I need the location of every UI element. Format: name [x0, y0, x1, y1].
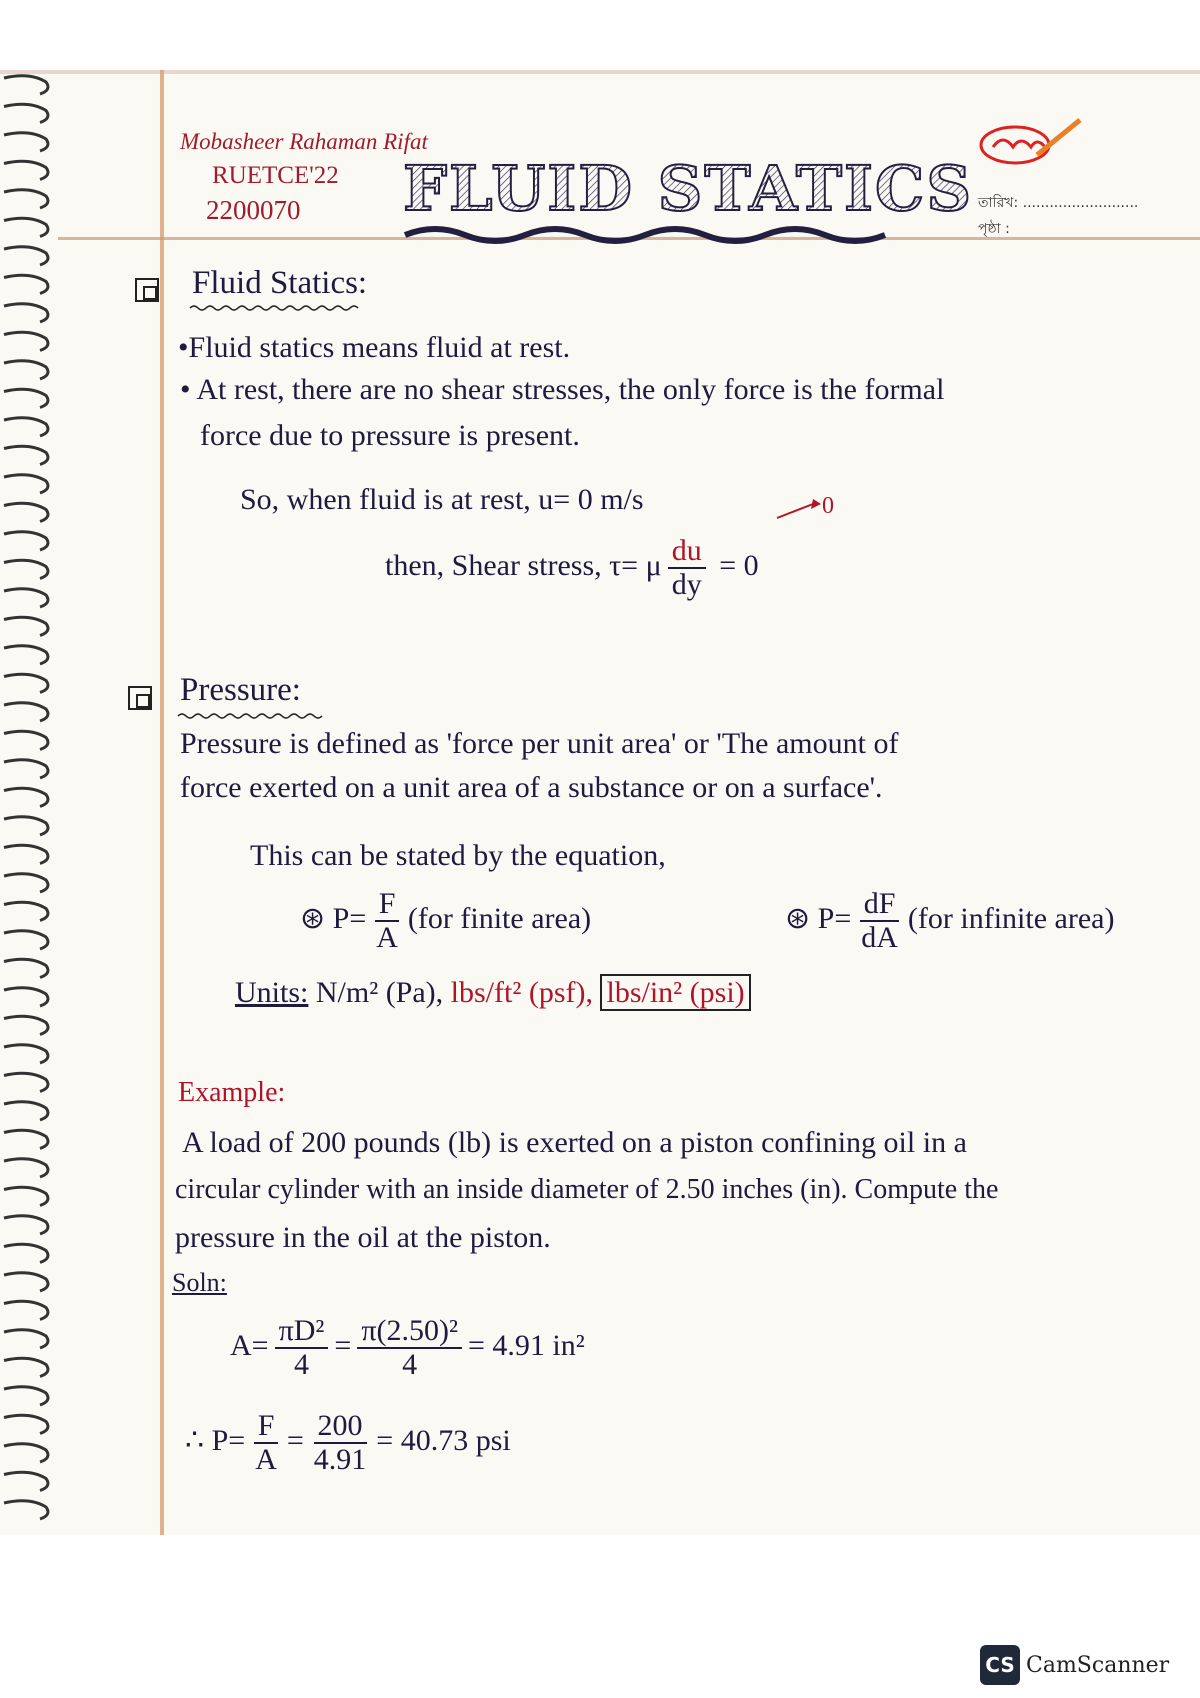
date-page-block — [978, 190, 1138, 242]
spiral-coil — [4, 1273, 48, 1291]
spiral-coil — [4, 788, 48, 806]
spiral-coil — [4, 161, 48, 179]
author-block — [180, 125, 428, 227]
bullet-at-rest-line1: • At rest, there are no shear stresses, the only force is the formal — [180, 373, 945, 406]
spiral-coil — [4, 133, 48, 151]
title-text: FLUID STATICS — [403, 152, 974, 225]
area-formula-denominator: 4 — [294, 1348, 309, 1381]
title-underline-wave — [405, 229, 885, 241]
area-prefix: A= — [230, 1328, 269, 1362]
spiral-coil — [4, 1159, 48, 1177]
pressure-prefix: ∴ P= — [185, 1423, 246, 1457]
spiral-coil — [4, 902, 48, 920]
pressure-result: = 40.73 psi — [376, 1423, 511, 1457]
eq1-prefix: ⊛ P= — [300, 901, 367, 935]
date-dots: .......................... — [1022, 195, 1139, 211]
spiral-coil — [4, 76, 48, 94]
spiral-coil — [4, 1472, 48, 1490]
eq1-denominator: A — [376, 921, 398, 954]
spiral-coil — [4, 247, 48, 265]
spiral-coil — [4, 931, 48, 949]
spiral-coil — [4, 1358, 48, 1376]
eq2-prefix: ⊛ P= — [785, 901, 852, 935]
spiral-coil — [4, 532, 48, 550]
f-over-a-calc-fraction — [251, 1410, 281, 1476]
du-dy-fraction — [668, 535, 706, 601]
heading-wavy-underline — [190, 304, 358, 312]
spiral-coil — [4, 389, 48, 407]
spiral-coil — [4, 361, 48, 379]
area-substituted-denominator: 4 — [402, 1348, 418, 1381]
area-calculation — [230, 1315, 585, 1381]
spiral-coil — [4, 1301, 48, 1319]
pressure-formula-denominator: A — [255, 1443, 277, 1476]
shear-stress-equation — [385, 535, 759, 601]
pressure-substituted-denominator: 4.91 — [313, 1443, 367, 1476]
spiral-coil — [4, 703, 48, 721]
spiral-coil — [4, 1330, 48, 1348]
pressure-formula-numerator: F — [254, 1410, 279, 1444]
pressure-calculation — [185, 1410, 511, 1476]
spiral-coil — [4, 475, 48, 493]
example-line3: pressure in the oil at the piston. — [175, 1221, 551, 1254]
spiral-coil — [4, 446, 48, 464]
unit-psf: lbs/ft² (psf), — [450, 976, 593, 1009]
eq2-note: (for infinite area) — [907, 901, 1115, 935]
so-fluid-at-rest: So, when fluid is at rest, u= 0 m/s — [240, 483, 644, 516]
area-formula-numerator: πD² — [275, 1315, 329, 1349]
spiral-coil — [4, 275, 48, 293]
camscanner-brand: CamScanner — [1026, 1652, 1170, 1678]
spiral-coil — [4, 560, 48, 578]
du-zero-label: 0 — [822, 493, 834, 519]
spiral-coil — [4, 1387, 48, 1405]
brand-logo — [975, 115, 1085, 175]
spiral-coil — [4, 332, 48, 350]
spiral-coil — [4, 1130, 48, 1148]
shear-stress-result: = 0 — [719, 548, 759, 582]
spiral-coil — [4, 589, 48, 607]
section-heading-fluid-statics: Fluid Statics: — [192, 265, 368, 301]
page-title — [395, 135, 974, 260]
example-line2: circular cylinder with an inside diameter of 2.50 inches (in). Compute the — [175, 1174, 999, 1205]
author-name: Mobasheer Rahaman Rifat — [180, 129, 428, 154]
spiral-coil — [4, 845, 48, 863]
area-substituted-numerator: π(2.50)² — [357, 1315, 462, 1349]
spiral-coil — [4, 817, 48, 835]
example-heading: Example: — [178, 1077, 286, 1108]
page-top-edge — [0, 70, 1200, 74]
date-label: তারিখ: — [978, 195, 1019, 211]
section-heading-pressure: Pressure: — [180, 672, 301, 708]
spiral-coil — [4, 503, 48, 521]
spiral-coil — [4, 731, 48, 749]
f-over-a-fraction — [372, 888, 402, 954]
equation-finite-area — [300, 888, 591, 954]
units-label: Units: — [235, 976, 309, 1009]
eq1-numerator: F — [375, 888, 400, 922]
pressure-definition-line1: Pressure is defined as 'force per unit area' or 'The amount of — [180, 727, 899, 760]
camscanner-logo: CS — [980, 1645, 1020, 1685]
spiral-coil — [4, 1073, 48, 1091]
spiral-coil — [4, 646, 48, 664]
example-line1: A load of 200 pounds (lb) is exerted on a piston confining oil in a — [182, 1126, 967, 1159]
spiral-coil — [4, 1102, 48, 1120]
margin-line — [160, 70, 164, 1535]
author-dept: RUETCE'22 — [212, 162, 339, 189]
eq2-denominator: dA — [861, 921, 898, 954]
equation-infinite-area — [785, 888, 1114, 954]
author-roll: 2200070 — [206, 195, 301, 225]
heading-wavy-underline — [178, 712, 318, 720]
spiral-coil — [4, 1216, 48, 1234]
pressure-definition-line2: force exerted on a unit area of a substance or on a surface'. — [180, 771, 883, 804]
area-equals: = — [334, 1328, 352, 1362]
unit-si: N/m² (Pa), — [315, 976, 444, 1009]
area-formula-fraction — [275, 1315, 329, 1381]
section-box-icon — [135, 278, 159, 302]
spiral-coil — [4, 1415, 48, 1433]
spiral-coil — [4, 988, 48, 1006]
dy-denominator: dy — [671, 568, 702, 601]
spiral-binding — [0, 74, 58, 1514]
page-label: পৃষ্ঠা : — [978, 221, 1010, 237]
spiral-coil — [4, 959, 48, 977]
spiral-coil — [4, 874, 48, 892]
spiral-coil — [4, 760, 48, 778]
spiral-coil — [4, 1444, 48, 1462]
df-over-da-fraction — [857, 888, 902, 954]
area-result: = 4.91 in² — [467, 1328, 585, 1362]
pressure-substituted-fraction — [310, 1410, 371, 1476]
spiral-coil — [4, 1187, 48, 1205]
spiral-coil — [4, 1244, 48, 1262]
shear-stress-prefix: then, Shear stress, τ= μ — [385, 548, 662, 582]
pressure-equals: = — [286, 1423, 304, 1457]
spiral-coil — [4, 190, 48, 208]
equation-intro: This can be stated by the equation, — [250, 839, 666, 872]
bullet-at-rest-line2: force due to pressure is present. — [200, 419, 580, 452]
spiral-coil — [4, 1016, 48, 1034]
units-line — [235, 975, 751, 1011]
spiral-coil — [4, 1045, 48, 1063]
pressure-substituted-numerator: 200 — [314, 1410, 367, 1444]
solution-label: Soln: — [172, 1268, 227, 1297]
eq2-numerator: dF — [860, 888, 900, 922]
section-box-icon — [128, 686, 152, 710]
spiral-coil — [4, 104, 48, 122]
camscanner-watermark — [980, 1645, 1169, 1685]
spiral-coil — [4, 617, 48, 635]
spiral-coil — [4, 418, 48, 436]
area-substituted-fraction — [357, 1315, 462, 1381]
du-numerator: du — [668, 535, 706, 569]
spiral-coil — [4, 218, 48, 236]
spiral-coil — [4, 304, 48, 322]
eq1-note: (for finite area) — [407, 901, 592, 935]
unit-psi: lbs/in² (psi) — [600, 974, 750, 1011]
bullet-fluid-statics-definition: •Fluid statics means fluid at rest. — [178, 331, 571, 364]
spiral-coil — [4, 674, 48, 692]
